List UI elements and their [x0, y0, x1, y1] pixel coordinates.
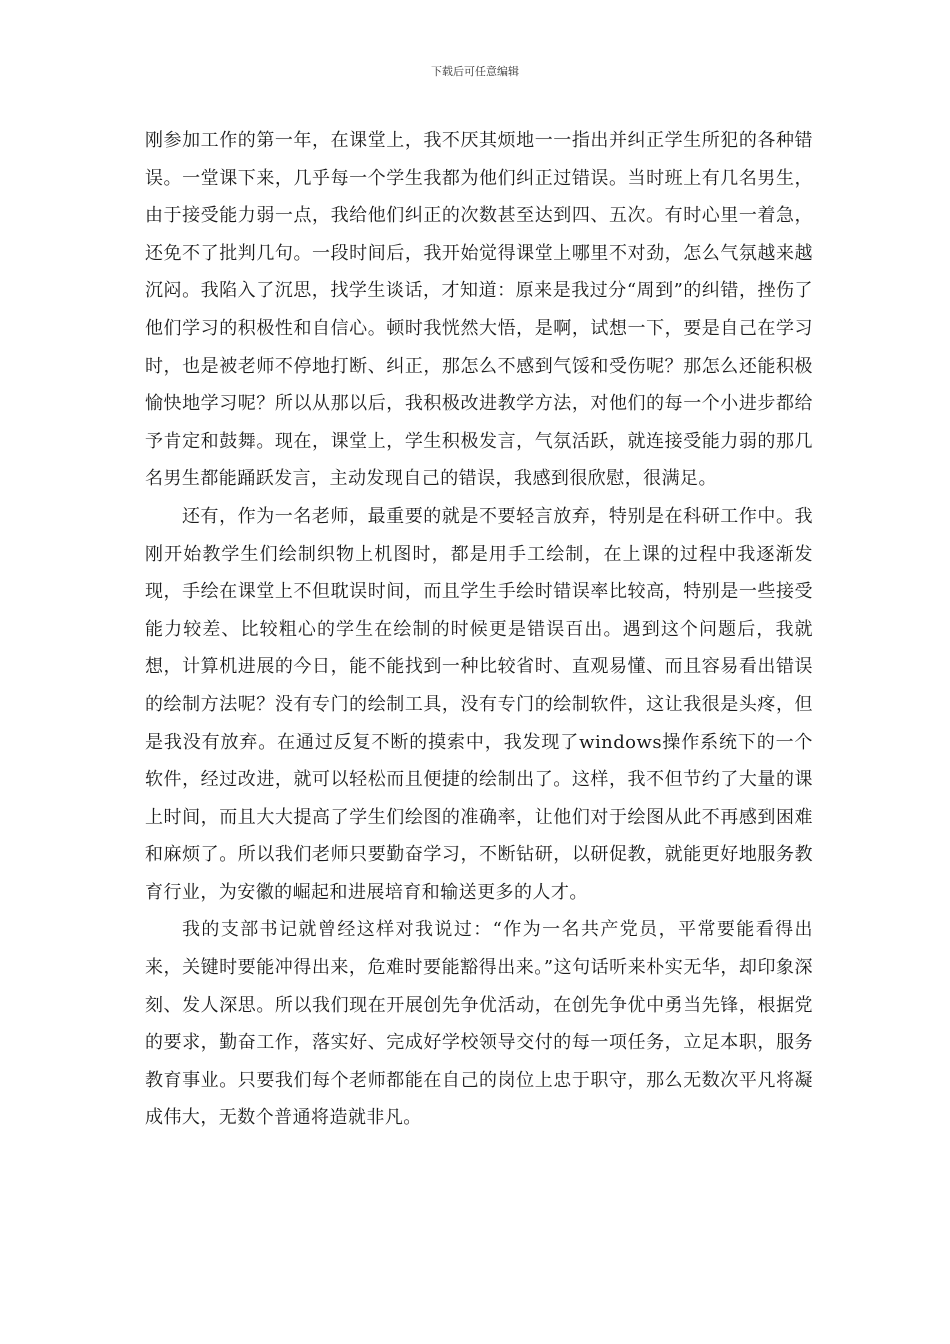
document-body	[145, 122, 813, 1137]
paragraph-1: 刚参加工作的第一年，在课堂上，我不厌其烦地一一指出并纠正学生所犯的各种错误。一堂课下来，几乎每一个学生我都为他们纠正过错误。当时班上有几名男生，由于接受能力弱一点，我给他们纠正的次数甚至达到四、五次。有时心里一着急，还免不了批判几句。一段时间后，我开始觉得课堂上哪里不对劲，怎么气氛越来越沉闷。我陷入了沉思，找学生谈话，才知道：原来是我过分“周到”的纠错，挫伤了他们学习的积极性和自信心。顿时我恍然大悟，是啊，试想一下，要是自己在学习时，也是被老师不停地打断、纠正，那怎么不感到气馁和受伤呢？那怎么还能积极愉快地学习呢？所以从那以后，我积极改进教学方法，对他们的每一个小进步都给予肯定和鼓舞。现在，课堂上，学生积极发言，气氛活跃，就连接受能力弱的那几名男生都能踊跃发言，主动发现自己的错误，我感到很欣慰，很满足。	[145, 130, 813, 490]
page-header: 下载后可任意编辑	[431, 65, 519, 78]
paragraph-3: 我的支部书记就曾经这样对我说过：“作为一名共产党员，平常要能看得出来，关键时要能冲得出来，危难时要能豁得出来。”这句话听来朴实无华，却印象深刻、发人深思。所以我们现在开展创先争优活动，在创先争优中勇当先锋，根据党的要求，勤奋工作，落实好、完成好学校领导交付的每一项任务，立足本职，服务教育事业。只要我们每个老师都能在自己的岗位上忠于职守，那么无数次平凡将凝成伟大，无数个普通将造就非凡。	[145, 919, 813, 1129]
paragraph-2: 还有，作为一名老师，最重要的就是不要轻言放弃，特别是在科研工作中。我刚开始教学生们绘制织物上机图时，都是用手工绘制，在上课的过程中我逐渐发现，手绘在课堂上不但耽误时间，而且学生手绘时错误率比较高，特别是一些接受能力较差、比较粗心的学生在绘制的时候更是错误百出。遇到这个问题后，我就想，计算机进展的今日，能不能找到一种比较省时、直观易懂、而且容易看出错误的绘制方法呢？没有专门的绘制工具，没有专门的绘制软件，这让我很是头疼，但是我没有放弃。在通过反复不断的摸索中，我发现了windows操作系统下的一个软件，经过改进，就可以轻松而且便捷的绘制出了。这样，我不但节约了大量的课上时间，而且大大提高了学生们绘图的准确率，让他们对于绘图从此不再感到困难和麻烦了。所以我们老师只要勤奋学习，不断钻研，以研促教，就能更好地服务教育行业，为安徽的崛起和进展培育和输送更多的人才。	[145, 505, 813, 903]
